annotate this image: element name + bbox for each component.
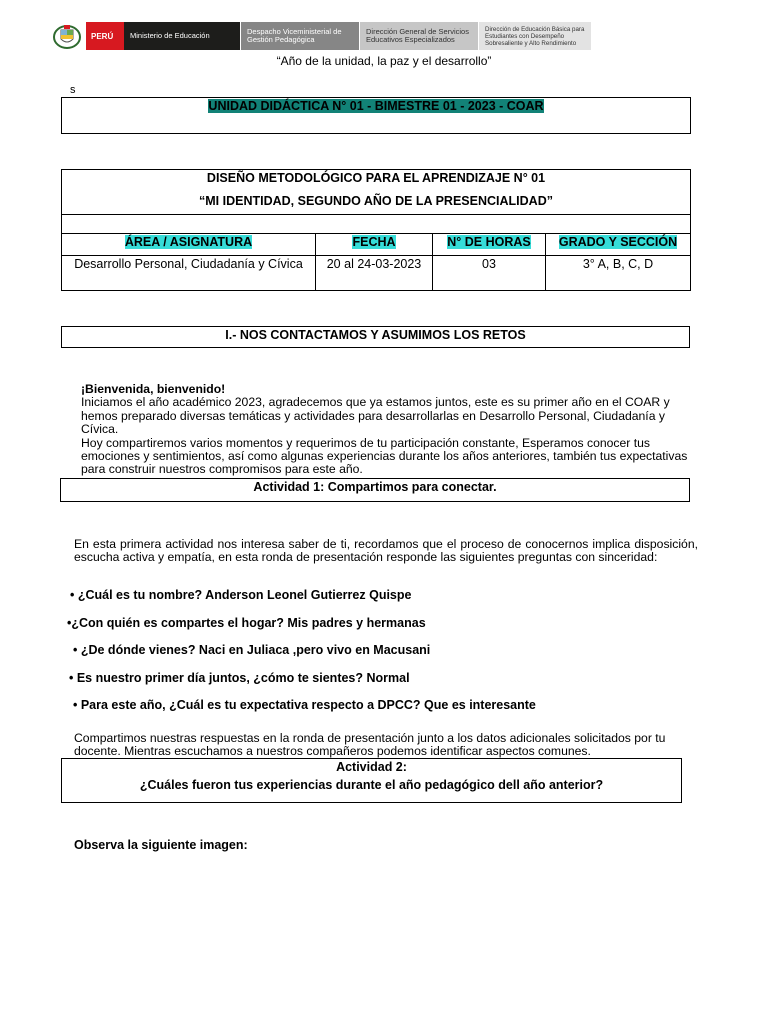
question-expectation: • Para este año, ¿Cuál es tu expectativa respecto a DPCC? Que es interesante (73, 698, 536, 712)
table-cell: 03 (433, 256, 546, 291)
minedu-header-logos (52, 22, 591, 50)
stray-character: s (70, 84, 76, 96)
despacho-label: Despacho Viceministerial de Gestión Pedagógica (241, 22, 359, 50)
activity2-box (61, 758, 682, 803)
welcome-greeting: ¡Bienvenida, bienvenido! (81, 382, 226, 396)
info-table (61, 233, 691, 291)
table-header-cell: ÁREA / ASIGNATURA (62, 234, 316, 256)
observe-instruction: Observa la siguiente imagen: (74, 838, 248, 852)
design-line-2: “MI IDENTIDAD, SEGUNDO AÑO DE LA PRESENCIALIDAD” (199, 194, 553, 208)
year-motto: “Año de la unidad, la paz y el desarrollo” (276, 54, 492, 68)
welcome-paragraph-1: Iniciamos el año académico 2023, agradecemos que ya estamos juntos, este es su primer año en el COAR y hemos preparado diversas temáticas y actividades para desarrollarlas en Desarrollo Personal, Ciudadanía y Cívica. (81, 395, 670, 437)
direccion-educacion-label: Dirección de Educación Básica para Estudiantes con Desempeño Sobresaliente y Alto Rendimiento (479, 22, 591, 50)
unit-title-box (61, 97, 691, 134)
question-origin: • ¿De dónde vienes? Naci en Juliaca ,pero vivo en Macusani (73, 643, 431, 657)
table-cell: 20 al 24-03-2023 (316, 256, 433, 291)
unit-title: UNIDAD DIDÁCTICA N° 01 - BIMESTRE 01 - 2023 - COAR (208, 99, 544, 113)
table-header-cell: FECHA (316, 234, 433, 256)
activity2-question: ¿Cuáles fueron tus experiencias durante el año pedagógico dell año anterior? (139, 778, 604, 792)
peru-label: PERÚ (86, 22, 124, 50)
design-spacer-row (61, 214, 691, 234)
welcome-paragraph-2: Hoy compartiremos varios momentos y requerimos de tu participación constante, Esperamos conocer tus emociones y sentimientos, así como algunas experiencias durante los años anteriores, también tus expectativas para construir nuestros compromisos para este año. (81, 435, 688, 477)
activity1-intro: En esta primera actividad nos interesa saber de ti, recordamos que el proceso de conocernos implica disposición, escucha activa y empatía, en esta ronda de presentación responde las siguientes preguntas con sinceridad: (74, 537, 698, 565)
design-box (61, 169, 691, 215)
section1-title: I.- NOS CONTACTAMOS Y ASUMIMOS LOS RETOS (61, 326, 690, 348)
welcome-text (81, 383, 701, 477)
info-table-value-row (62, 256, 691, 291)
peru-coat-of-arms-icon (52, 22, 82, 50)
question-feeling: • Es nuestro primer día juntos, ¿cómo te sientes? Normal (69, 671, 410, 685)
activity1-outro: Compartimos nuestras respuestas en la ronda de presentación junto a los datos adicionales solicitados por tu docente. Mientras escuchamos a nuestros compañeros podemos identificar aspectos comunes. (74, 731, 666, 759)
table-header-cell: N° DE HORAS (433, 234, 546, 256)
question-home: •¿Con quién es compartes el hogar? Mis padres y hermanas (67, 616, 426, 630)
activity2-title: Actividad 2: (336, 760, 407, 774)
ministerio-label: Ministerio de Educación (124, 22, 240, 50)
table-header-cell: GRADO Y SECCIÓN (546, 234, 691, 256)
table-cell: Desarrollo Personal, Ciudadanía y Cívica (62, 256, 316, 291)
design-line-1: DISEÑO METODOLÓGICO PARA EL APRENDIZAJE N° 01 (206, 171, 546, 185)
table-cell: 3° A, B, C, D (546, 256, 691, 291)
direccion-general-label: Dirección General de Servicios Educativos Especializados (360, 22, 478, 50)
activity1-title: Actividad 1: Compartimos para conectar. (60, 478, 690, 502)
info-table-header-row (62, 234, 691, 256)
question-name: • ¿Cuál es tu nombre? Anderson Leonel Gutierrez Quispe (70, 588, 412, 602)
